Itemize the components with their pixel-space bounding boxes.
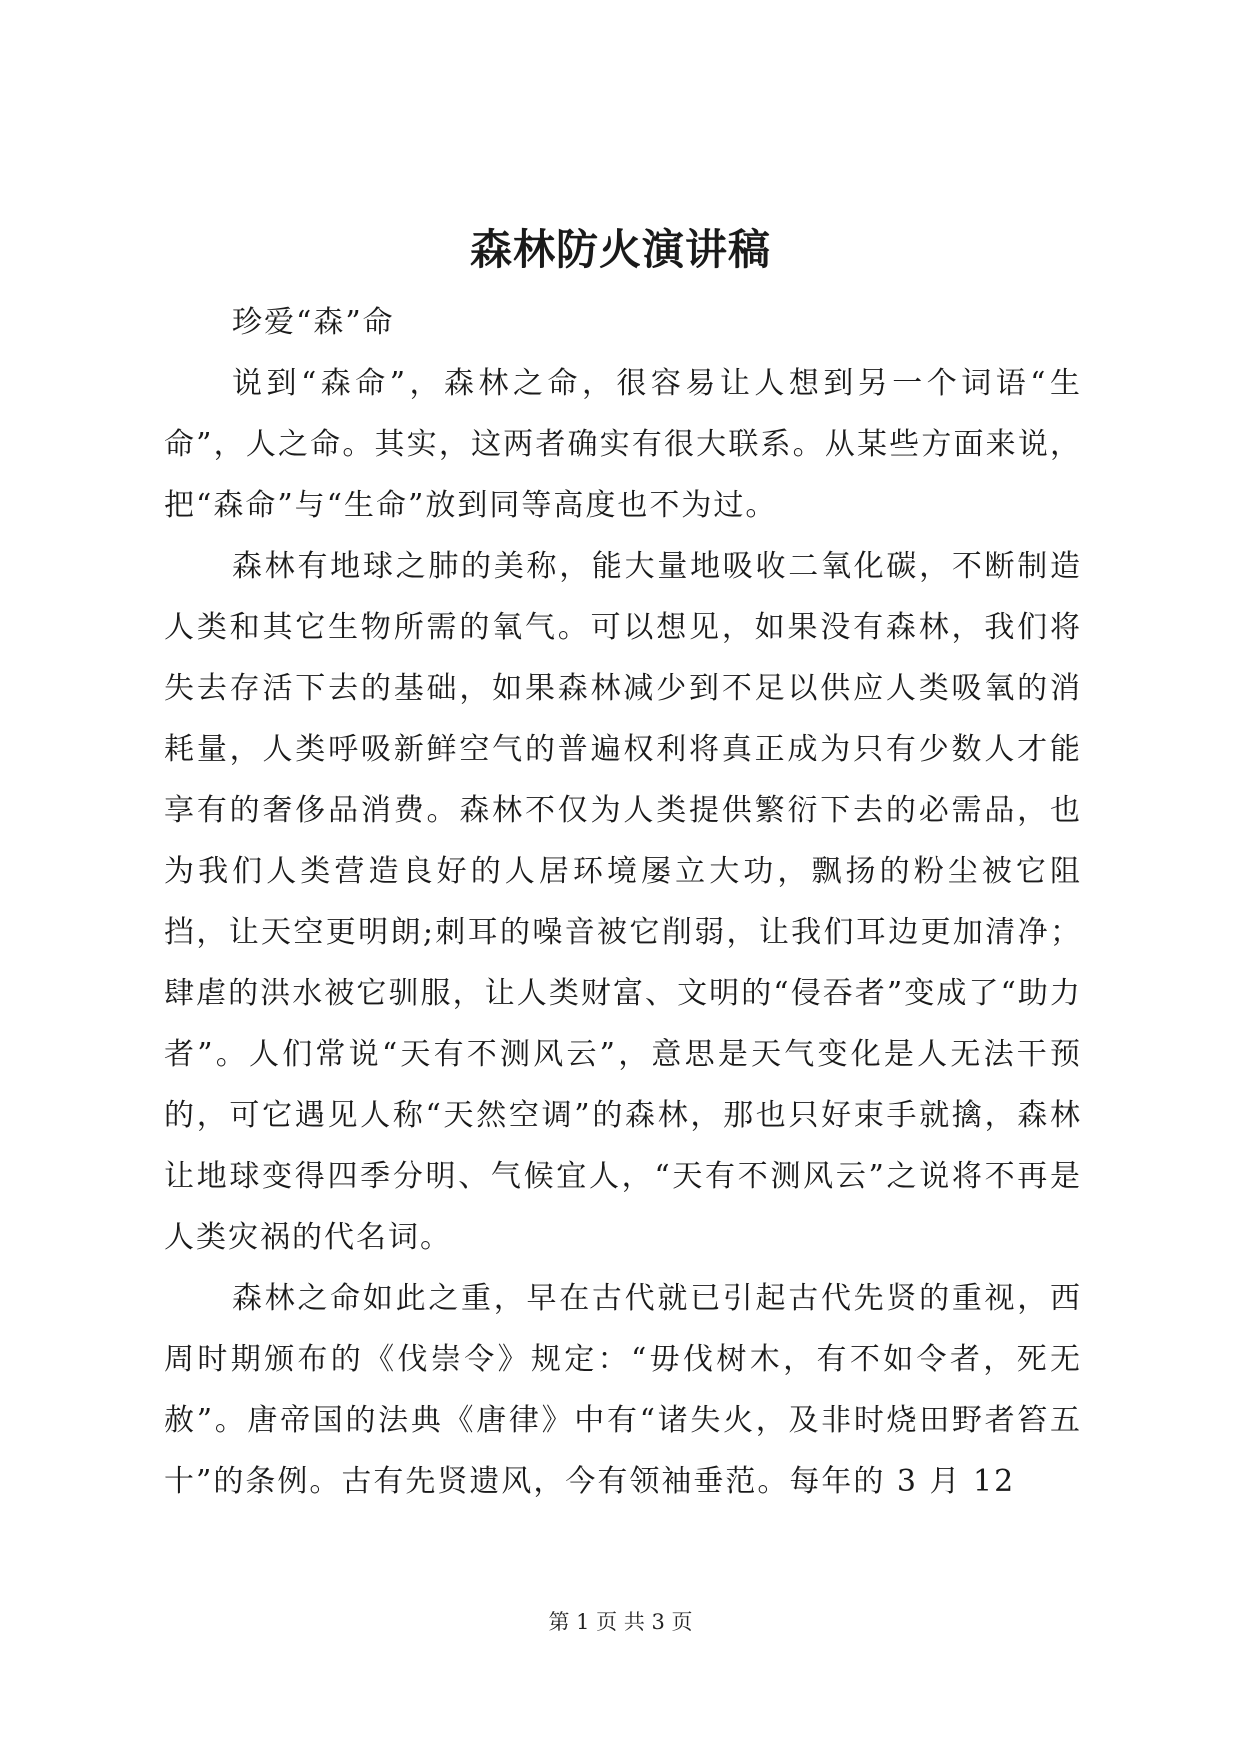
paragraph: 森林之命如此之重，早在古代就已引起古代先贤的重视，西周时期颁布的《伐崇令》规定：“毋伐树木，有不如令者，死无赦”。唐帝国的法典《唐律》中有“诸失火，及非时烧田野者笞五十”的条例。古有先贤遗风，今有领袖垂范。每年的 3 月 12 xyxy=(164,1281,1082,1499)
paragraph: 说到“森命”，森林之命，很容易让人想到另一个词语“生命”，人之命。其实，这两者确实有很大联系。从某些方面来说，把“森命”与“生命”放到同等高度也不为过。 xyxy=(164,366,1082,523)
page-number-footer: 第 1 页 共 3 页 xyxy=(548,1610,693,1634)
paragraph-subtitle: 珍爱“森”命 xyxy=(232,305,395,340)
document-title: 森林防火演讲稿 xyxy=(469,225,771,274)
document-body xyxy=(164,292,1082,1512)
paragraph: 森林有地球之肺的美称，能大量地吸收二氧化碳，不断制造人类和其它生物所需的氧气。可以想见，如果没有森林，我们将失去存活下去的基础，如果森林减少到不足以供应人类吸氧的消耗量，人类呼吸新鲜空气的普遍权利将真正成为只有少数人才能享有的奢侈品消费。森林不仅为人类提供繁衍下去的必需品，也为我们人类营造良好的人居环境屡立大功，飘扬的粉尘被它阻挡，让天空更明朗;刺耳的噪音被它削弱，让我们耳边更加清净；肆虐的洪水被它驯服，让人类财富、文明的“侵吞者”变成了“助力者”。人们常说“天有不测风云”，意思是天气变化是人无法干预的，可它遇见人称“天然空调”的森林，那也只好束手就擒，森林让地球变得四季分明、气候宜人，“天有不测风云”之说将不再是人类灾祸的代名词。 xyxy=(164,549,1082,1255)
